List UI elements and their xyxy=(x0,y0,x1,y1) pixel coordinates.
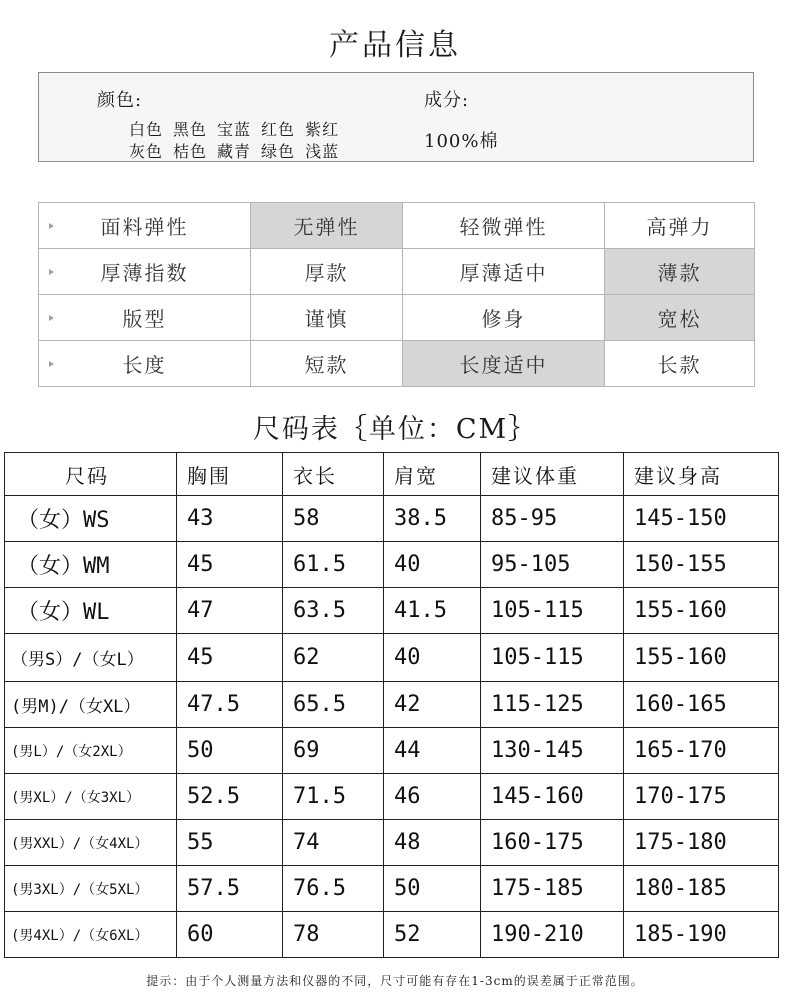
size-header-cell: 衣长 xyxy=(283,453,384,496)
size-value-cell: 85-95 xyxy=(481,496,624,542)
size-label-cell: (男XXL）/（女4XL） xyxy=(5,820,177,866)
size-value-cell: 47.5 xyxy=(177,682,283,728)
size-value-cell: 55 xyxy=(177,820,283,866)
size-value-cell: 57.5 xyxy=(177,866,283,912)
size-row xyxy=(5,542,779,588)
size-value-cell: 145-150 xyxy=(624,496,779,542)
attribute-option: 厚款 xyxy=(251,249,403,295)
color-item: 灰色 xyxy=(129,142,164,161)
product-info-box xyxy=(38,72,754,162)
attribute-label xyxy=(39,203,251,249)
color-label: 颜色: xyxy=(97,90,143,111)
size-value-cell: 155-160 xyxy=(624,634,779,682)
size-value-cell: 105-115 xyxy=(481,588,624,634)
size-value-cell: 48 xyxy=(384,820,481,866)
color-item: 浅蓝 xyxy=(305,142,340,161)
size-value-cell: 58 xyxy=(283,496,384,542)
color-list xyxy=(129,119,349,163)
attribute-option: 轻微弹性 xyxy=(403,203,605,249)
color-item: 黑色 xyxy=(173,120,208,139)
size-header-cell: 尺码 xyxy=(5,453,177,496)
color-row xyxy=(129,119,349,141)
size-value-cell: 38.5 xyxy=(384,496,481,542)
size-row xyxy=(5,634,779,682)
attribute-label xyxy=(39,341,251,387)
color-item: 桔色 xyxy=(173,142,208,161)
attribute-option: 薄款 xyxy=(605,249,755,295)
size-value-cell: 40 xyxy=(384,634,481,682)
color-item: 紫红 xyxy=(305,120,340,139)
size-value-cell: 69 xyxy=(283,728,384,774)
size-value-cell: 78 xyxy=(283,912,384,958)
size-value-cell: 42 xyxy=(384,682,481,728)
size-value-cell: 62 xyxy=(283,634,384,682)
size-value-cell: 185-190 xyxy=(624,912,779,958)
size-chart-title: 尺码表｛单位：CM｝ xyxy=(252,414,538,445)
attribute-label xyxy=(39,295,251,341)
attribute-label-text: 长度 xyxy=(122,353,167,377)
size-value-cell: 46 xyxy=(384,774,481,820)
color-item: 绿色 xyxy=(261,142,296,161)
color-row xyxy=(129,141,349,163)
triangle-bullet-icon xyxy=(49,223,54,229)
size-label-cell: （男S）/（女L） xyxy=(5,634,177,682)
size-value-cell: 150-155 xyxy=(624,542,779,588)
size-value-cell: 160-175 xyxy=(481,820,624,866)
size-value-cell: 74 xyxy=(283,820,384,866)
size-value-cell: 65.5 xyxy=(283,682,384,728)
size-value-cell: 52.5 xyxy=(177,774,283,820)
size-row xyxy=(5,820,779,866)
size-value-cell: 180-185 xyxy=(624,866,779,912)
size-label-cell: (男4XL）/（女6XL） xyxy=(5,912,177,958)
size-value-cell: 50 xyxy=(384,866,481,912)
attribute-option: 无弹性 xyxy=(251,203,403,249)
size-value-cell: 61.5 xyxy=(283,542,384,588)
size-label-cell: (男M)/（女XL） xyxy=(5,682,177,728)
size-value-cell: 175-180 xyxy=(624,820,779,866)
size-label-cell: （女）WL xyxy=(5,588,177,634)
size-label-cell: (男XL）/（女3XL） xyxy=(5,774,177,820)
size-row xyxy=(5,912,779,958)
size-header-cell: 肩宽 xyxy=(384,453,481,496)
attribute-row xyxy=(39,203,755,249)
composition-label: 成分: xyxy=(424,90,470,111)
size-value-cell: 170-175 xyxy=(624,774,779,820)
page-title: 产品信息 xyxy=(329,28,461,63)
color-item: 宝蓝 xyxy=(217,120,252,139)
attribute-option: 长款 xyxy=(605,341,755,387)
size-row xyxy=(5,496,779,542)
size-value-cell: 175-185 xyxy=(481,866,624,912)
size-label-cell: （女）WM xyxy=(5,542,177,588)
size-value-cell: 160-165 xyxy=(624,682,779,728)
color-item: 红色 xyxy=(261,120,296,139)
size-row xyxy=(5,866,779,912)
size-row xyxy=(5,728,779,774)
attribute-option: 宽松 xyxy=(605,295,755,341)
size-value-cell: 45 xyxy=(177,634,283,682)
triangle-bullet-icon xyxy=(49,361,54,367)
attribute-option: 长度适中 xyxy=(403,341,605,387)
size-value-cell: 155-160 xyxy=(624,588,779,634)
size-header-cell: 胸围 xyxy=(177,453,283,496)
size-header-cell: 建议体重 xyxy=(481,453,624,496)
size-value-cell: 71.5 xyxy=(283,774,384,820)
size-row xyxy=(5,588,779,634)
size-value-cell: 60 xyxy=(177,912,283,958)
size-header-cell: 建议身高 xyxy=(624,453,779,496)
size-value-cell: 95-105 xyxy=(481,542,624,588)
measurement-note: 提示：由于个人测量方法和仪器的不同，尺寸可能有存在1-3cm的误差属于正常范围。 xyxy=(146,974,644,988)
triangle-bullet-icon xyxy=(49,269,54,275)
size-value-cell: 47 xyxy=(177,588,283,634)
attribute-label-text: 版型 xyxy=(122,307,167,331)
size-value-cell: 105-115 xyxy=(481,634,624,682)
attribute-option: 短款 xyxy=(251,341,403,387)
attribute-row xyxy=(39,249,755,295)
color-item: 藏青 xyxy=(217,142,252,161)
attribute-label-text: 面料弹性 xyxy=(100,215,189,239)
size-value-cell: 63.5 xyxy=(283,588,384,634)
size-value-cell: 50 xyxy=(177,728,283,774)
size-value-cell: 45 xyxy=(177,542,283,588)
attribute-option: 高弹力 xyxy=(605,203,755,249)
size-value-cell: 76.5 xyxy=(283,866,384,912)
size-label-cell: (男L）/（女2XL） xyxy=(5,728,177,774)
size-value-cell: 43 xyxy=(177,496,283,542)
size-label-cell: （女）WS xyxy=(5,496,177,542)
attribute-option: 厚薄适中 xyxy=(403,249,605,295)
attribute-table xyxy=(38,202,755,387)
size-value-cell: 40 xyxy=(384,542,481,588)
size-value-cell: 130-145 xyxy=(481,728,624,774)
attribute-label xyxy=(39,249,251,295)
size-value-cell: 190-210 xyxy=(481,912,624,958)
size-chart-table xyxy=(4,452,779,958)
size-value-cell: 165-170 xyxy=(624,728,779,774)
size-value-cell: 52 xyxy=(384,912,481,958)
composition-value: 100%棉 xyxy=(424,131,499,152)
triangle-bullet-icon xyxy=(49,315,54,321)
size-row xyxy=(5,682,779,728)
size-value-cell: 115-125 xyxy=(481,682,624,728)
attribute-option: 谨慎 xyxy=(251,295,403,341)
attribute-row xyxy=(39,341,755,387)
attribute-option: 修身 xyxy=(403,295,605,341)
size-row xyxy=(5,774,779,820)
size-label-cell: (男3XL）/（女5XL） xyxy=(5,866,177,912)
color-item: 白色 xyxy=(129,120,164,139)
attribute-label-text: 厚薄指数 xyxy=(100,261,189,285)
size-header-row xyxy=(5,453,779,496)
size-value-cell: 41.5 xyxy=(384,588,481,634)
size-value-cell: 44 xyxy=(384,728,481,774)
attribute-row xyxy=(39,295,755,341)
size-value-cell: 145-160 xyxy=(481,774,624,820)
